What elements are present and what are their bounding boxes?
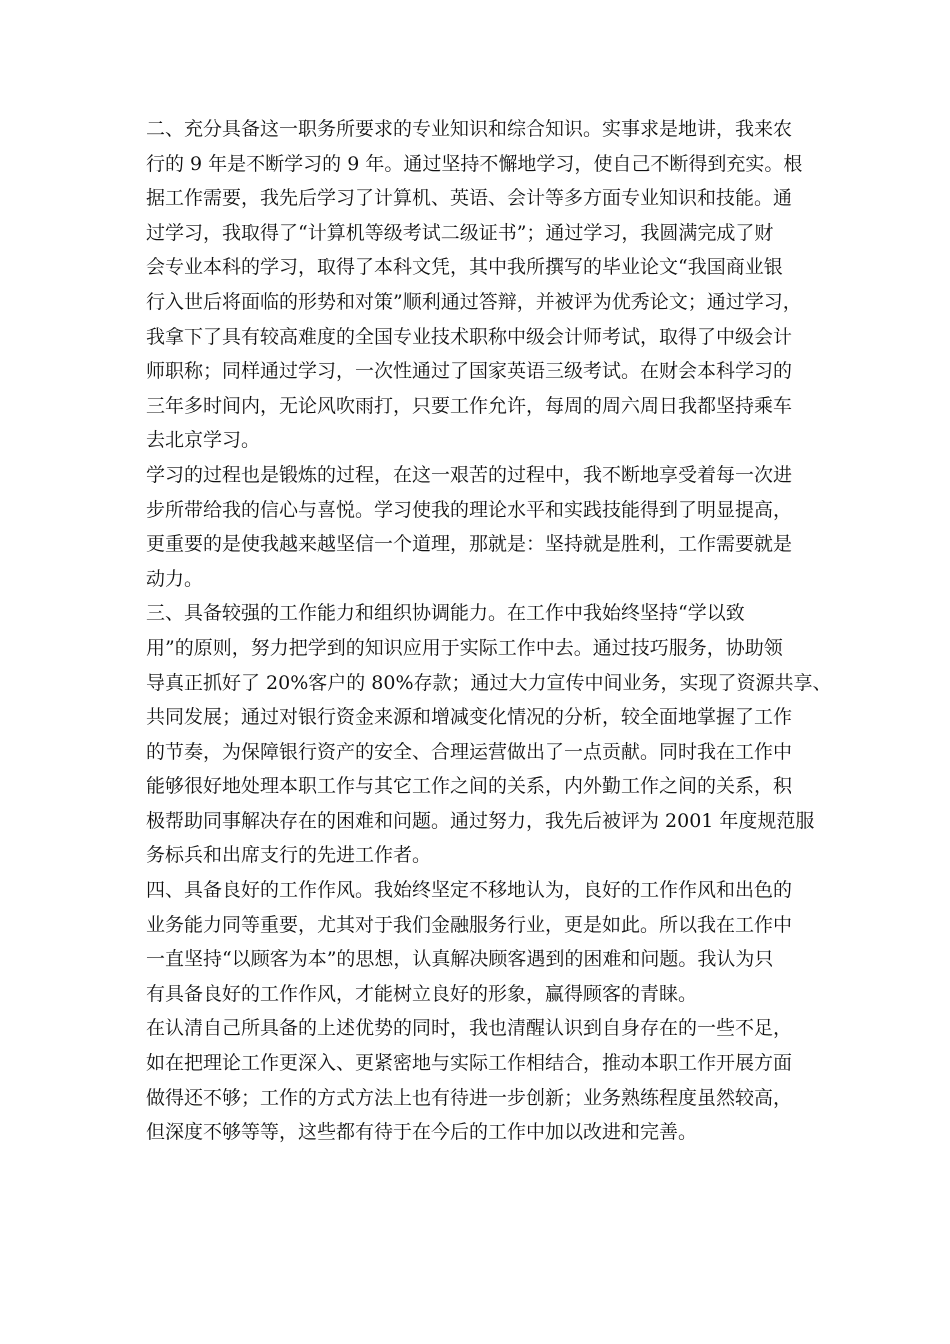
text-line: 业务能力同等重要，尤其对于我们金融服务行业，更是如此。所以我在工作中 (146, 913, 793, 936)
text-line: 有具备良好的工作作风，才能树立良好的形象，赢得顾客的青睐。 (146, 982, 698, 1005)
text-line: 在认清自己所具备的上述优势的同时，我也清醒认识到自身存在的一些不足， (146, 1017, 793, 1040)
text-line: 行的 9 年是不断学习的 9 年。通过坚持不懈地学习，使自己不断得到充实。根 (146, 152, 803, 175)
text-line: 我拿下了具有较高难度的全国专业技术职称中级会计师考试，取得了中级会计 (146, 325, 793, 348)
text-line: 如在把理论工作更深入、更紧密地与实际工作相结合，推动本职工作开展方面 (146, 1052, 793, 1075)
text-line: 过学习，我取得了“计算机等级考试二级证书”；通过学习，我圆满完成了财 (146, 221, 774, 244)
text-line: 一直坚持“以顾客为本”的思想，认真解决顾客遇到的困难和问题。我认为只 (146, 948, 774, 971)
text-line: 行入世后将面临的形势和对策”顺利通过答辩，并被评为优秀论文；通过学习， (146, 290, 802, 313)
text-line: 极帮助同事解决存在的困难和问题。通过努力，我先后被评为 2001 年度规范服 (146, 809, 815, 832)
text-line: 据工作需要，我先后学习了计算机、英语、会计等多方面专业知识和技能。通 (146, 187, 793, 210)
text-line: 的节奏，为保障银行资产的安全、合理运营做出了一点贡献。同时我在工作中 (146, 740, 793, 763)
text-line: 导真正抓好了 20%客户的 80%存款；通过大力宣传中间业务，实现了资源共享、 (146, 671, 832, 694)
text-line: 三、具备较强的工作能力和组织协调能力。在工作中我始终坚持“学以致 (146, 602, 745, 625)
text-line: 会专业本科的学习，取得了本科文凭，其中我所撰写的毕业论文“我国商业银 (146, 256, 783, 279)
text-line: 二、充分具备这一职务所要求的专业知识和综合知识。实事求是地讲，我来农 (146, 118, 793, 140)
text-line: 共同发展；通过对银行资金来源和增减变化情况的分析，较全面地掌握了工作 (146, 706, 793, 729)
text-line: 动力。 (146, 567, 204, 590)
text-line: 学习的过程也是锻炼的过程，在这一艰苦的过程中，我不断地享受着每一次进 (146, 463, 793, 486)
text-line: 但深度不够等等，这些都有待于在今后的工作中加以改进和完善。 (146, 1121, 698, 1144)
text-line: 务标兵和出席支行的先进工作者。 (146, 844, 432, 867)
text-line: 四、具备良好的工作作风。我始终坚定不移地认为，良好的工作作风和出色的 (146, 879, 793, 902)
text-line: 更重要的是使我越来越坚信一个道理，那就是：坚持就是胜利，工作需要就是 (146, 533, 793, 556)
document-body (146, 112, 832, 1150)
text-line: 能够很好地处理本职工作与其它工作之间的关系，内外勤工作之间的关系，积 (146, 775, 793, 798)
text-line: 三年多时间内，无论风吹雨打，只要工作允许，每周的周六周日我都坚持乘车 (146, 394, 793, 417)
text-line: 去北京学习。 (146, 429, 261, 452)
text-line: 步所带给我的信心与喜悦。学习使我的理论水平和实践技能得到了明显提高， (146, 498, 793, 521)
text-line: 做得还不够；工作的方式方法上也有待进一步创新；业务熟练程度虽然较高， (146, 1086, 793, 1109)
text-line: 用”的原则，努力把学到的知识应用于实际工作中去。通过技巧服务，协助领 (146, 636, 783, 659)
text-line: 师职称；同样通过学习，一次性通过了国家英语三级考试。在财会本科学习的 (146, 360, 793, 383)
